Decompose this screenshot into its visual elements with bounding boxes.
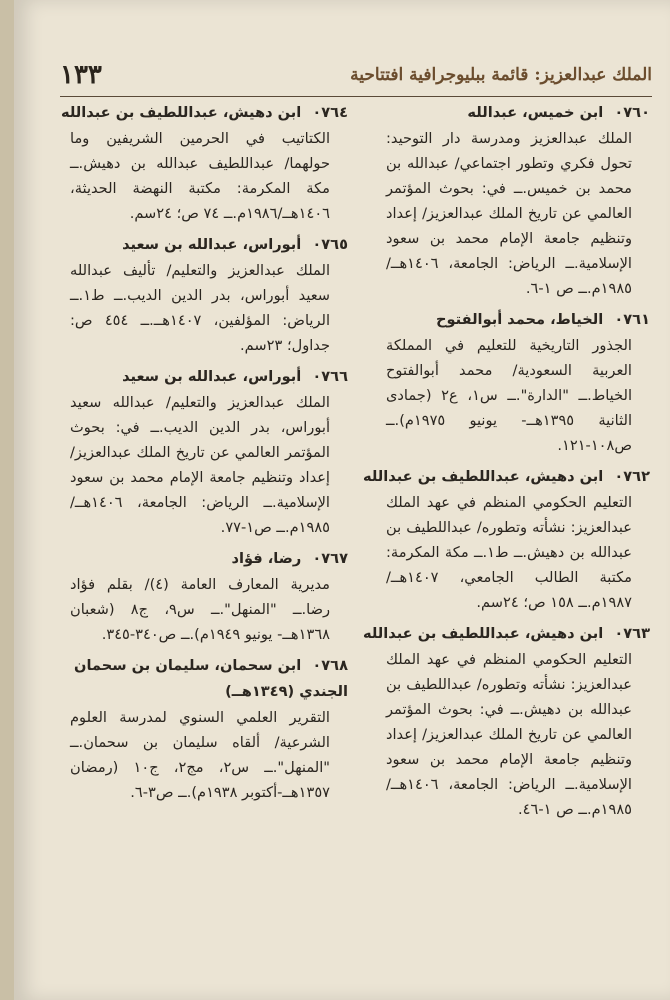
entry-author: أبوراس، عبدالله بن سعيد	[122, 236, 302, 253]
entry-author: ابن دهيش، عبداللطيف بن عبدالله	[60, 104, 302, 121]
entry-number: ٠٧٦٥	[312, 236, 348, 253]
entry-number: ٠٧٦٤	[312, 104, 348, 121]
entry-body: الجذور التاريخية للتعليم في المملكة العربية السعودية/ محمد أبوالفتوح الخياط.ــ "الدارة".ــ س١، ع٢ (جمادى الثانية ١٣٩٥هــ- يونيو ١٩٧٥م).ــ ص١٠٨-١٢١.	[386, 337, 632, 454]
entry-body: التعليم الحكومي المنظم في عهد الملك عبدالعزيز: نشأته وتطوره/ عبداللطيف بن عبدالله بن دهيش.ــ في: بحوث المؤتمر العالمي عن تاريخ الملك عبدالعزيز/ إعداد وتنظيم جامعة الإمام محمد بن سعود الإسلامية.ــ الرياض: الجامعة، ١٤٠٦هــ/١٩٨٥م.ــ ص ١-٤٦.	[386, 651, 632, 818]
entry-author: رضا، فؤاد	[231, 550, 302, 567]
entry-author: أبوراس، عبدالله بن سعيد	[122, 368, 302, 385]
entry-body: مديرية المعارف العامة (٤)/ بقلم فؤاد رضا.ــ "المنهل".ــ س٩، ج٨ (شعبان ١٣٦٨هــ- يونيو ١٩٤٩م).ــ ص٣٤٠-٣٤٥.	[70, 576, 331, 643]
entry-number: ٠٧٦٧	[312, 550, 348, 567]
bibliography-entry	[70, 653, 348, 805]
entry-body: التقرير العلمي السنوي لمدرسة العلوم الشرعية/ ألقاه سليمان بن سحمان.ــ "المنهل".ــ س٢، مج٢، ج١٠ (رمضان ١٣٥٧هــ-أكتوبر ١٩٣٨م).ــ ص٣-٦.	[70, 709, 330, 801]
entry-number: ٠٧٦٦	[312, 368, 348, 385]
entry-author: ابن خميس، عبدالله	[467, 104, 604, 121]
entry-author: ابن دهيش، عبداللطيف بن عبدالله	[362, 625, 604, 642]
book-page	[14, 0, 670, 1000]
bibliography-entry	[70, 546, 348, 647]
entry-author: ابن دهيش، عبداللطيف بن عبدالله	[362, 468, 604, 485]
entry-number: ٠٧٦٢	[614, 468, 650, 485]
bibliography-entry	[60, 100, 348, 226]
entry-heading	[70, 653, 348, 705]
entry-heading	[60, 100, 348, 126]
entry-author: ابن سحمان، سليمان بن سحمان الجندي (١٣٤٩هــ)	[74, 657, 348, 700]
entry-number: ٠٧٦١	[614, 311, 650, 328]
entry-number: ٠٧٦٨	[312, 657, 348, 674]
entry-author: الخياط، محمد أبوالفتوح	[435, 311, 604, 328]
bibliography-entry	[386, 100, 650, 301]
header-rule	[60, 96, 652, 97]
bibliography-entry	[70, 232, 348, 358]
bibliography-entry	[386, 307, 650, 458]
entry-heading	[362, 464, 650, 490]
bibliography-entry	[362, 464, 650, 615]
running-title: الملك عبدالعزيز: قائمة ببليوجرافية افتتاحية	[350, 65, 652, 85]
page-number: ١٣٣	[60, 60, 102, 90]
entry-number: ٠٧٦٣	[614, 625, 650, 642]
entry-heading	[70, 546, 348, 572]
entry-body: الملك عبدالعزيز ومدرسة دار التوحيد: تحول فكري وتطور اجتماعي/ عبدالله بن محمد بن خميس.ــ في: بحوث المؤتمر العالمي عن تاريخ الملك عبدالعزيز/ إعداد وتنظيم جامعة الإمام محمد بن سعود الإسلامية.ــ الرياض: الجامعة، ١٤٠٦هــ/١٩٨٥م.ــ ص ١-٦.	[386, 130, 632, 297]
entry-heading	[70, 232, 348, 258]
bibliography-entry	[70, 364, 348, 540]
page-header	[60, 58, 652, 92]
right-column	[362, 100, 650, 1000]
entry-body: الملك عبدالعزيز والتعليم/ تأليف عبدالله سعيد أبوراس، بدر الدين الديب.ــ ط١.ــ الرياض: المؤلفين، ١٤٠٧هــ.ــ ٤٥٤ ص: جداول؛ ٢٣سم.	[70, 262, 331, 354]
entry-number: ٠٧٦٠	[614, 104, 650, 121]
entry-heading	[362, 621, 650, 647]
entry-body: الكتاتيب في الحرمين الشريفين وما حولهما/ عبداللطيف عبدالله بن دهيش.ــ مكة المكرمة: مكتبة النهضة الحديثة، ١٤٠٦هــ/١٩٨٦م.ــ ٧٤ ص؛ ٢٤سم.	[70, 130, 330, 222]
entry-heading	[70, 364, 348, 390]
entry-body: التعليم الحكومي المنظم في عهد الملك عبدالعزيز: نشأته وتطوره/ عبداللطيف بن عبدالله بن دهيش.ــ ط١.ــ مكة المكرمة: مكتبة الطالب الجامعي، ١٤٠٧هــ/١٩٨٧م.ــ ١٥٨ ص؛ ٢٤سم.	[386, 494, 632, 611]
entry-heading	[386, 100, 650, 126]
left-column	[60, 100, 348, 1000]
entry-body: الملك عبدالعزيز والتعليم/ عبدالله سعيد أبوراس، بدر الدين الديب.ــ في: بحوث المؤتمر العالمي عن تاريخ الملك عبدالعزيز/ إعداد وتنظيم جامعة الإمام محمد بن سعود الإسلامية.ــ الرياض: الجامعة، ١٤٠٦هــ/١٩٨٥م.ــ ص١-٧٧.	[70, 394, 330, 536]
entry-heading	[386, 307, 650, 333]
bibliography-entry	[362, 621, 650, 822]
